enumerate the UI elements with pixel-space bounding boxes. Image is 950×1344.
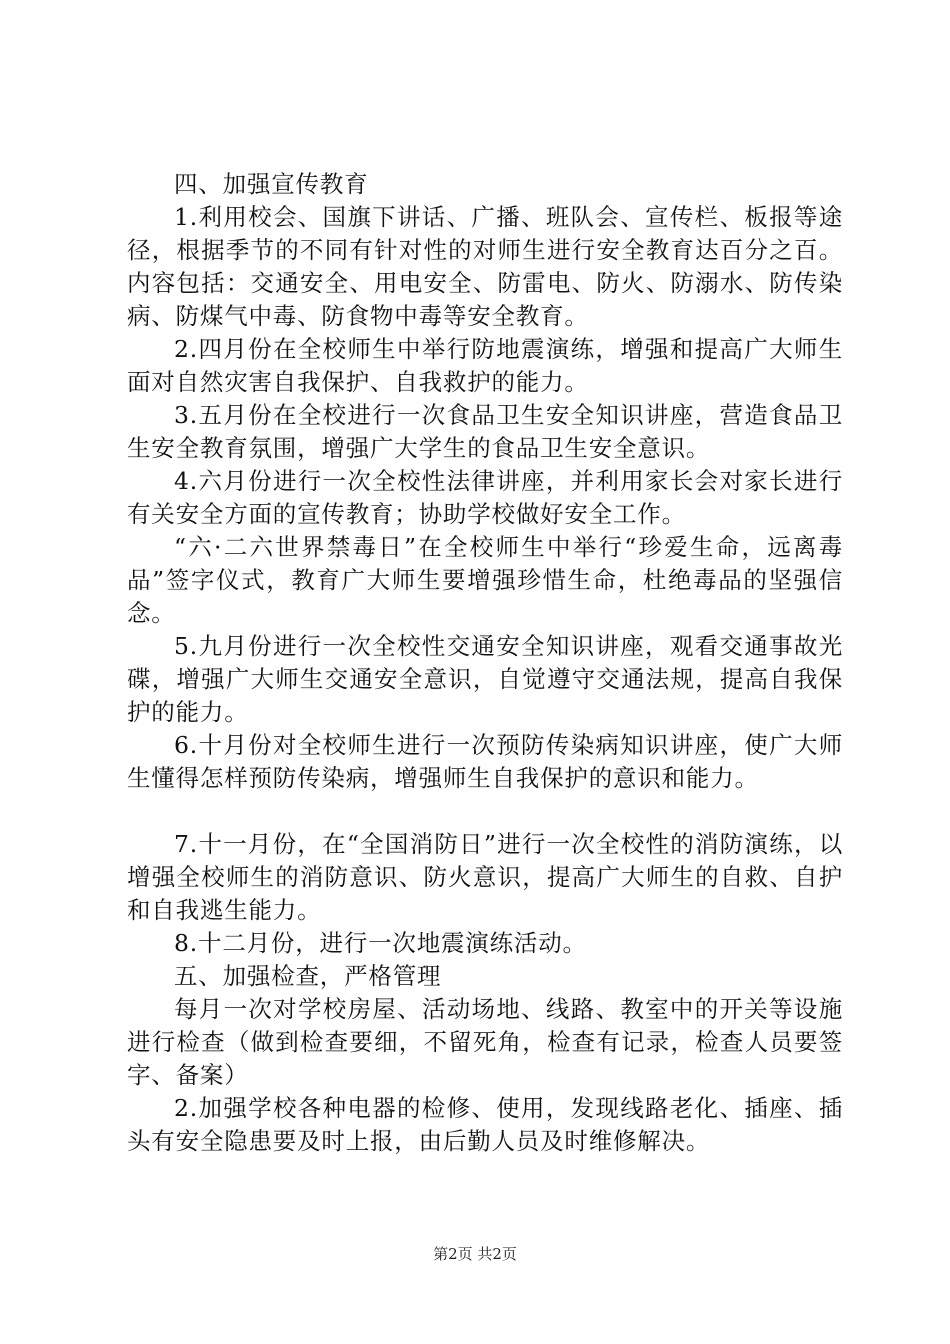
paragraph-item-8: 8.十二月份，进行一次地震演练活动。	[174, 929, 587, 957]
page-number-footer: 第2页 共2页	[433, 1245, 517, 1263]
paragraph-item-4: 4.六月份进行一次全校性法律讲座，并利用家长会对家长进行有关安全方面的宣传教育；协助学校做好安全工作。	[127, 467, 843, 528]
paragraph-item-3: 3.五月份在全校进行一次食品卫生安全知识讲座，营造食品卫生安全教育氛围，增强广大学生的食品卫生安全意识。	[127, 401, 843, 462]
document-body	[127, 168, 843, 1158]
paragraph-item-5: 5.九月份进行一次全校性交通安全知识讲座，观看交通事故光碟，增强广大师生交通安全意识，自觉遵守交通法规，提高自我保护的能力。	[127, 632, 843, 726]
paragraph-item-1: 1.利用校会、国旗下讲话、广播、班队会、宣传栏、板报等途径，根据季节的不同有针对性的对师生进行安全教育达百分之百。内容包括：交通安全、用电安全、防雷电、防火、防溺水、防传染病、防煤气中毒、防食物中毒等安全教育。	[127, 203, 843, 330]
paragraph-item-2: 2.四月份在全校师生中举行防地震演练，增强和提高广大师生面对自然灾害自我保护、自我救护的能力。	[127, 335, 843, 396]
paragraph-electrical-maintenance: 2.加强学校各种电器的检修、使用，发现线路老化、插座、插头有安全隐患要及时上报，由后勤人员及时维修解决。	[127, 1094, 843, 1155]
paragraph-item-6: 6.十月份对全校师生进行一次预防传染病知识讲座，使广大师生懂得怎样预防传染病，增强师生自我保护的意识和能力。	[127, 731, 843, 792]
section-heading-publicity: 四、加强宣传教育	[174, 170, 369, 198]
paragraph-monthly-inspection: 每月一次对学校房屋、活动场地、线路、教室中的开关等设施进行检查（做到检查要细，不留死角，检查有记录，检查人员要签字、备案）	[127, 995, 843, 1089]
paragraph-item-7: 7.十一月份，在“全国消防日”进行一次全校性的消防演练，以增强全校师生的消防意识、防火意识，提高广大师生的自救、自护和自我逃生能力。	[127, 830, 843, 924]
section-heading-inspection: 五、加强检查，严格管理	[174, 962, 442, 990]
paragraph-anti-drug-day: “六·二六世界禁毒日”在全校师生中举行“珍爱生命，远离毒品”签字仪式，教育广大师生要增强珍惜生命，杜绝毒品的坚强信念。	[127, 533, 843, 627]
